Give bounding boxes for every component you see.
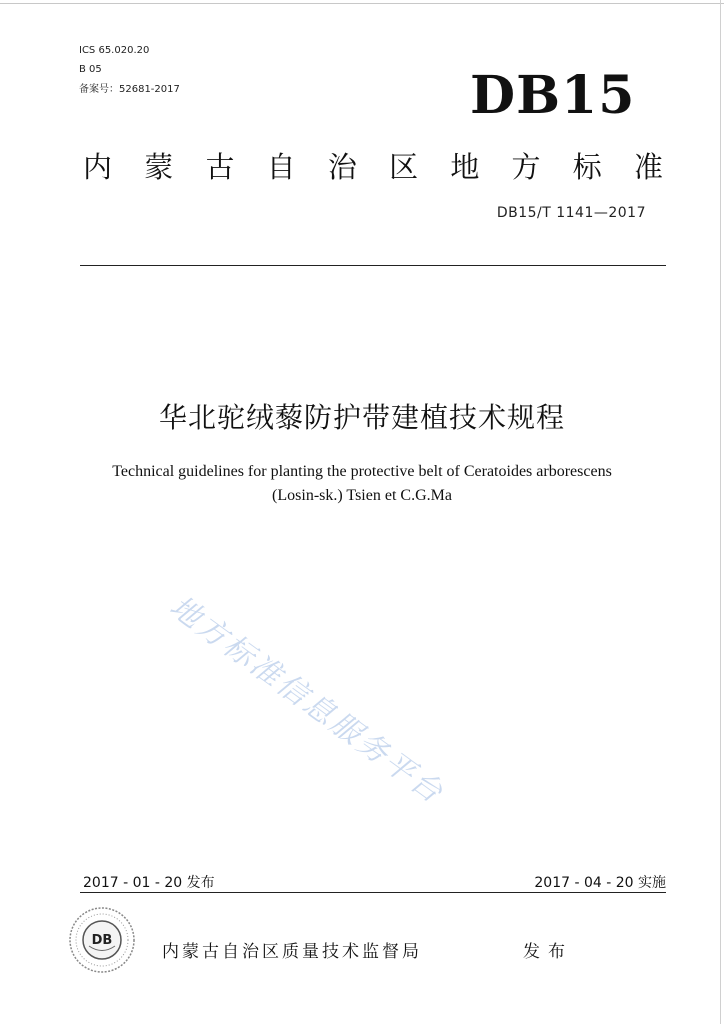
issuer-seal-icon [67,905,137,975]
record-number: 备案号：52681-2017 [79,84,180,95]
header-divider [80,265,666,266]
ics-code: ICS 65.020.20 [79,45,150,56]
implement-date: 2017 - 04 - 20 实施 [534,875,666,891]
title-english-line: (Losin-sk.) Tsien et C.G.Ma [272,487,452,504]
standard-type-heading [83,147,663,187]
issue-date: 2017 - 01 - 20 发布 [83,875,215,891]
footer-divider [80,892,666,893]
watermark-text: 地方标准信息服务平台 [163,589,451,812]
standard-type-char: 内 [83,150,113,184]
issuing-authority: 内蒙古自治区质量技术监督局 [162,942,422,962]
standard-type-char: 古 [205,150,235,184]
scan-edge-right [720,0,721,1024]
standard-type-char: 蒙 [144,150,174,184]
standard-type-char: 准 [633,150,663,184]
publish-label: 发布 [523,942,573,962]
title-english [60,460,664,508]
standard-type-char: 自 [266,150,296,184]
db15-logo: DB15 [470,65,636,126]
title-english-line: Technical guidelines for planting the protective belt of Ceratoides arborescens [112,463,612,480]
standard-type-char: 标 [572,150,602,184]
title-chinese: 华北驼绒藜防护带建植技术规程 [158,401,565,434]
classification-code: B 05 [79,64,102,75]
standard-type-char: 治 [327,150,357,184]
seal-text: DB [91,933,113,948]
standard-type-char: 地 [450,150,480,184]
standard-code: DB15/T 1141—2017 [496,205,646,221]
scan-edge-top [0,3,724,4]
standard-type-char: 区 [389,150,419,184]
standard-type-char: 方 [511,150,541,184]
